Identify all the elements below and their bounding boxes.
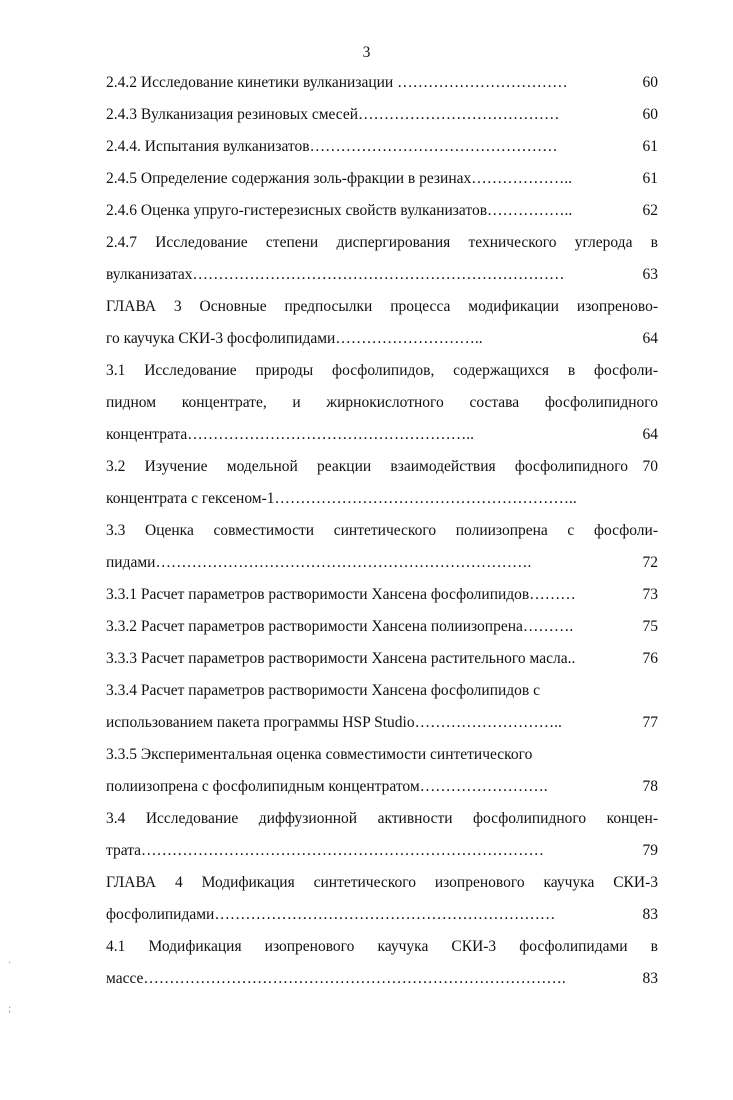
toc-entry-title-line: 3.3 Оценка совместимости синтетического полиизопрена с фосфоли- bbox=[106, 522, 658, 539]
toc-chapter-entry[interactable] bbox=[106, 869, 658, 929]
toc-entry-page: 73 bbox=[642, 586, 658, 603]
toc-entry[interactable] bbox=[106, 741, 658, 801]
toc-entry-title-line: ГЛАВА 4 Модификация синтетического изопренового каучука СКИ-3 bbox=[106, 874, 658, 891]
toc-entry-title: 3.3.1 Расчет параметров растворимости Хансена фосфолипидов……… bbox=[106, 586, 576, 603]
toc-entry-title: 2.4.4. Испытания вулканизатов………………………………………… bbox=[106, 138, 558, 155]
toc-entry[interactable] bbox=[106, 453, 658, 513]
toc-entry-page: 70 bbox=[642, 458, 658, 475]
margin-scan-mark: . bbox=[8, 955, 12, 966]
toc-entry[interactable] bbox=[106, 69, 658, 97]
toc-entry-page: 72 bbox=[642, 554, 658, 571]
toc-chapter-entry[interactable] bbox=[106, 293, 658, 353]
toc-entry-title-line: го каучука СКИ-3 фосфолипидами……………………….. bbox=[106, 330, 483, 347]
toc-entry[interactable] bbox=[106, 197, 658, 225]
toc-entry-page: 60 bbox=[642, 106, 658, 123]
toc-entry-page: 64 bbox=[642, 426, 658, 443]
toc-entry-page: 61 bbox=[642, 138, 658, 155]
toc-entry[interactable] bbox=[106, 613, 658, 641]
toc-entry-title-line: концентрата……………………………………………….. bbox=[106, 426, 475, 443]
toc-entry[interactable] bbox=[106, 165, 658, 193]
toc-entry-page: 79 bbox=[642, 842, 658, 859]
toc-entry[interactable] bbox=[106, 805, 658, 865]
toc-entry-title-line: 2.4.7 Исследование степени диспергирования технического углерода в bbox=[106, 234, 658, 251]
toc-entry-title: 2.4.3 Вулканизация резиновых смесей………………………………… bbox=[106, 106, 560, 123]
toc-entry-title-line: 3.4 Исследование диффузионной активности фосфолипидного концен- bbox=[106, 810, 658, 827]
toc-entry-title: 3.3.3 Расчет параметров растворимости Хансена растительного масла.. bbox=[106, 650, 576, 667]
toc-entry-page: 64 bbox=[642, 330, 658, 347]
toc-entry-page: 61 bbox=[642, 170, 658, 187]
toc-entry[interactable] bbox=[106, 101, 658, 129]
toc-entry-title-line: 3.2 Изучение модельной реакции взаимодействия фосфолипидного bbox=[106, 458, 628, 475]
toc-entry-title-line: полиизопрена с фосфолипидным концентратом……………………. bbox=[106, 778, 548, 795]
toc-entry-title-line: фосфолипидами………………………………………………………… bbox=[106, 906, 556, 923]
table-of-contents bbox=[106, 69, 658, 993]
toc-entry-page: 83 bbox=[642, 970, 658, 987]
toc-entry[interactable] bbox=[106, 677, 658, 737]
toc-entry-page: 63 bbox=[642, 266, 658, 283]
toc-entry-page: 78 bbox=[642, 778, 658, 795]
toc-entry-title-line: пидами………………………………………………………………. bbox=[106, 554, 532, 571]
toc-entry-title-line: 3.3.5 Экспериментальная оценка совместимости синтетического bbox=[106, 746, 533, 763]
toc-entry-title-line: концентрата с гексеном-1………………………………………………….. bbox=[106, 490, 577, 507]
toc-entry-title-line: 4.1 Модификация изопренового каучука СКИ-3 фосфолипидами в bbox=[106, 938, 658, 955]
toc-entry[interactable] bbox=[106, 581, 658, 609]
toc-entry[interactable] bbox=[106, 133, 658, 161]
toc-entry[interactable] bbox=[106, 229, 658, 289]
toc-entry-title-line: ГЛАВА 3 Основные предпосылки процесса модификации изопреново- bbox=[106, 298, 658, 315]
toc-entry[interactable] bbox=[106, 357, 658, 449]
toc-entry-page: 76 bbox=[642, 650, 658, 667]
toc-entry-page: 62 bbox=[642, 202, 658, 219]
toc-entry-title: 3.3.2 Расчет параметров растворимости Хансена полиизопрена………. bbox=[106, 618, 574, 635]
toc-entry-title-line: 3.1 Исследование природы фосфолипидов, содержащихся в фосфоли- bbox=[106, 362, 658, 379]
toc-entry-title-line: вулканизатах……………………………………………………………… bbox=[106, 266, 565, 283]
page-number: 3 bbox=[362, 44, 371, 61]
toc-entry-title: 2.4.6 Оценка упруго-гистерезисных свойств вулканизатов…………….. bbox=[106, 202, 573, 219]
toc-entry[interactable] bbox=[106, 645, 658, 673]
toc-entry-title-line: массе………………………………………………………………………. bbox=[106, 970, 566, 987]
toc-entry-title-line: трата…………………………………………………………………… bbox=[106, 842, 545, 859]
toc-entry-title-line: 3.3.4 Расчет параметров растворимости Хансена фосфолипидов с bbox=[106, 682, 541, 699]
toc-entry[interactable] bbox=[106, 517, 658, 577]
toc-entry-page: 83 bbox=[642, 906, 658, 923]
toc-entry-title: 2.4.5 Определение содержания золь-фракции в резинах……………….. bbox=[106, 170, 573, 187]
toc-entry-title-line: использованием пакета программы HSP Studio……………………….. bbox=[106, 714, 562, 731]
toc-entry[interactable] bbox=[106, 933, 658, 993]
toc-entry-page: 77 bbox=[642, 714, 658, 731]
toc-entry-page: 75 bbox=[642, 618, 658, 635]
toc-entry-title-line: пидном концентрате, и жирнокислотного состава фосфолипидного bbox=[106, 394, 658, 411]
margin-scan-mark: ; bbox=[8, 1004, 12, 1015]
toc-entry-page: 60 bbox=[642, 74, 658, 91]
toc-entry-title: 2.4.2 Исследование кинетики вулканизации …………………………… bbox=[106, 74, 568, 91]
